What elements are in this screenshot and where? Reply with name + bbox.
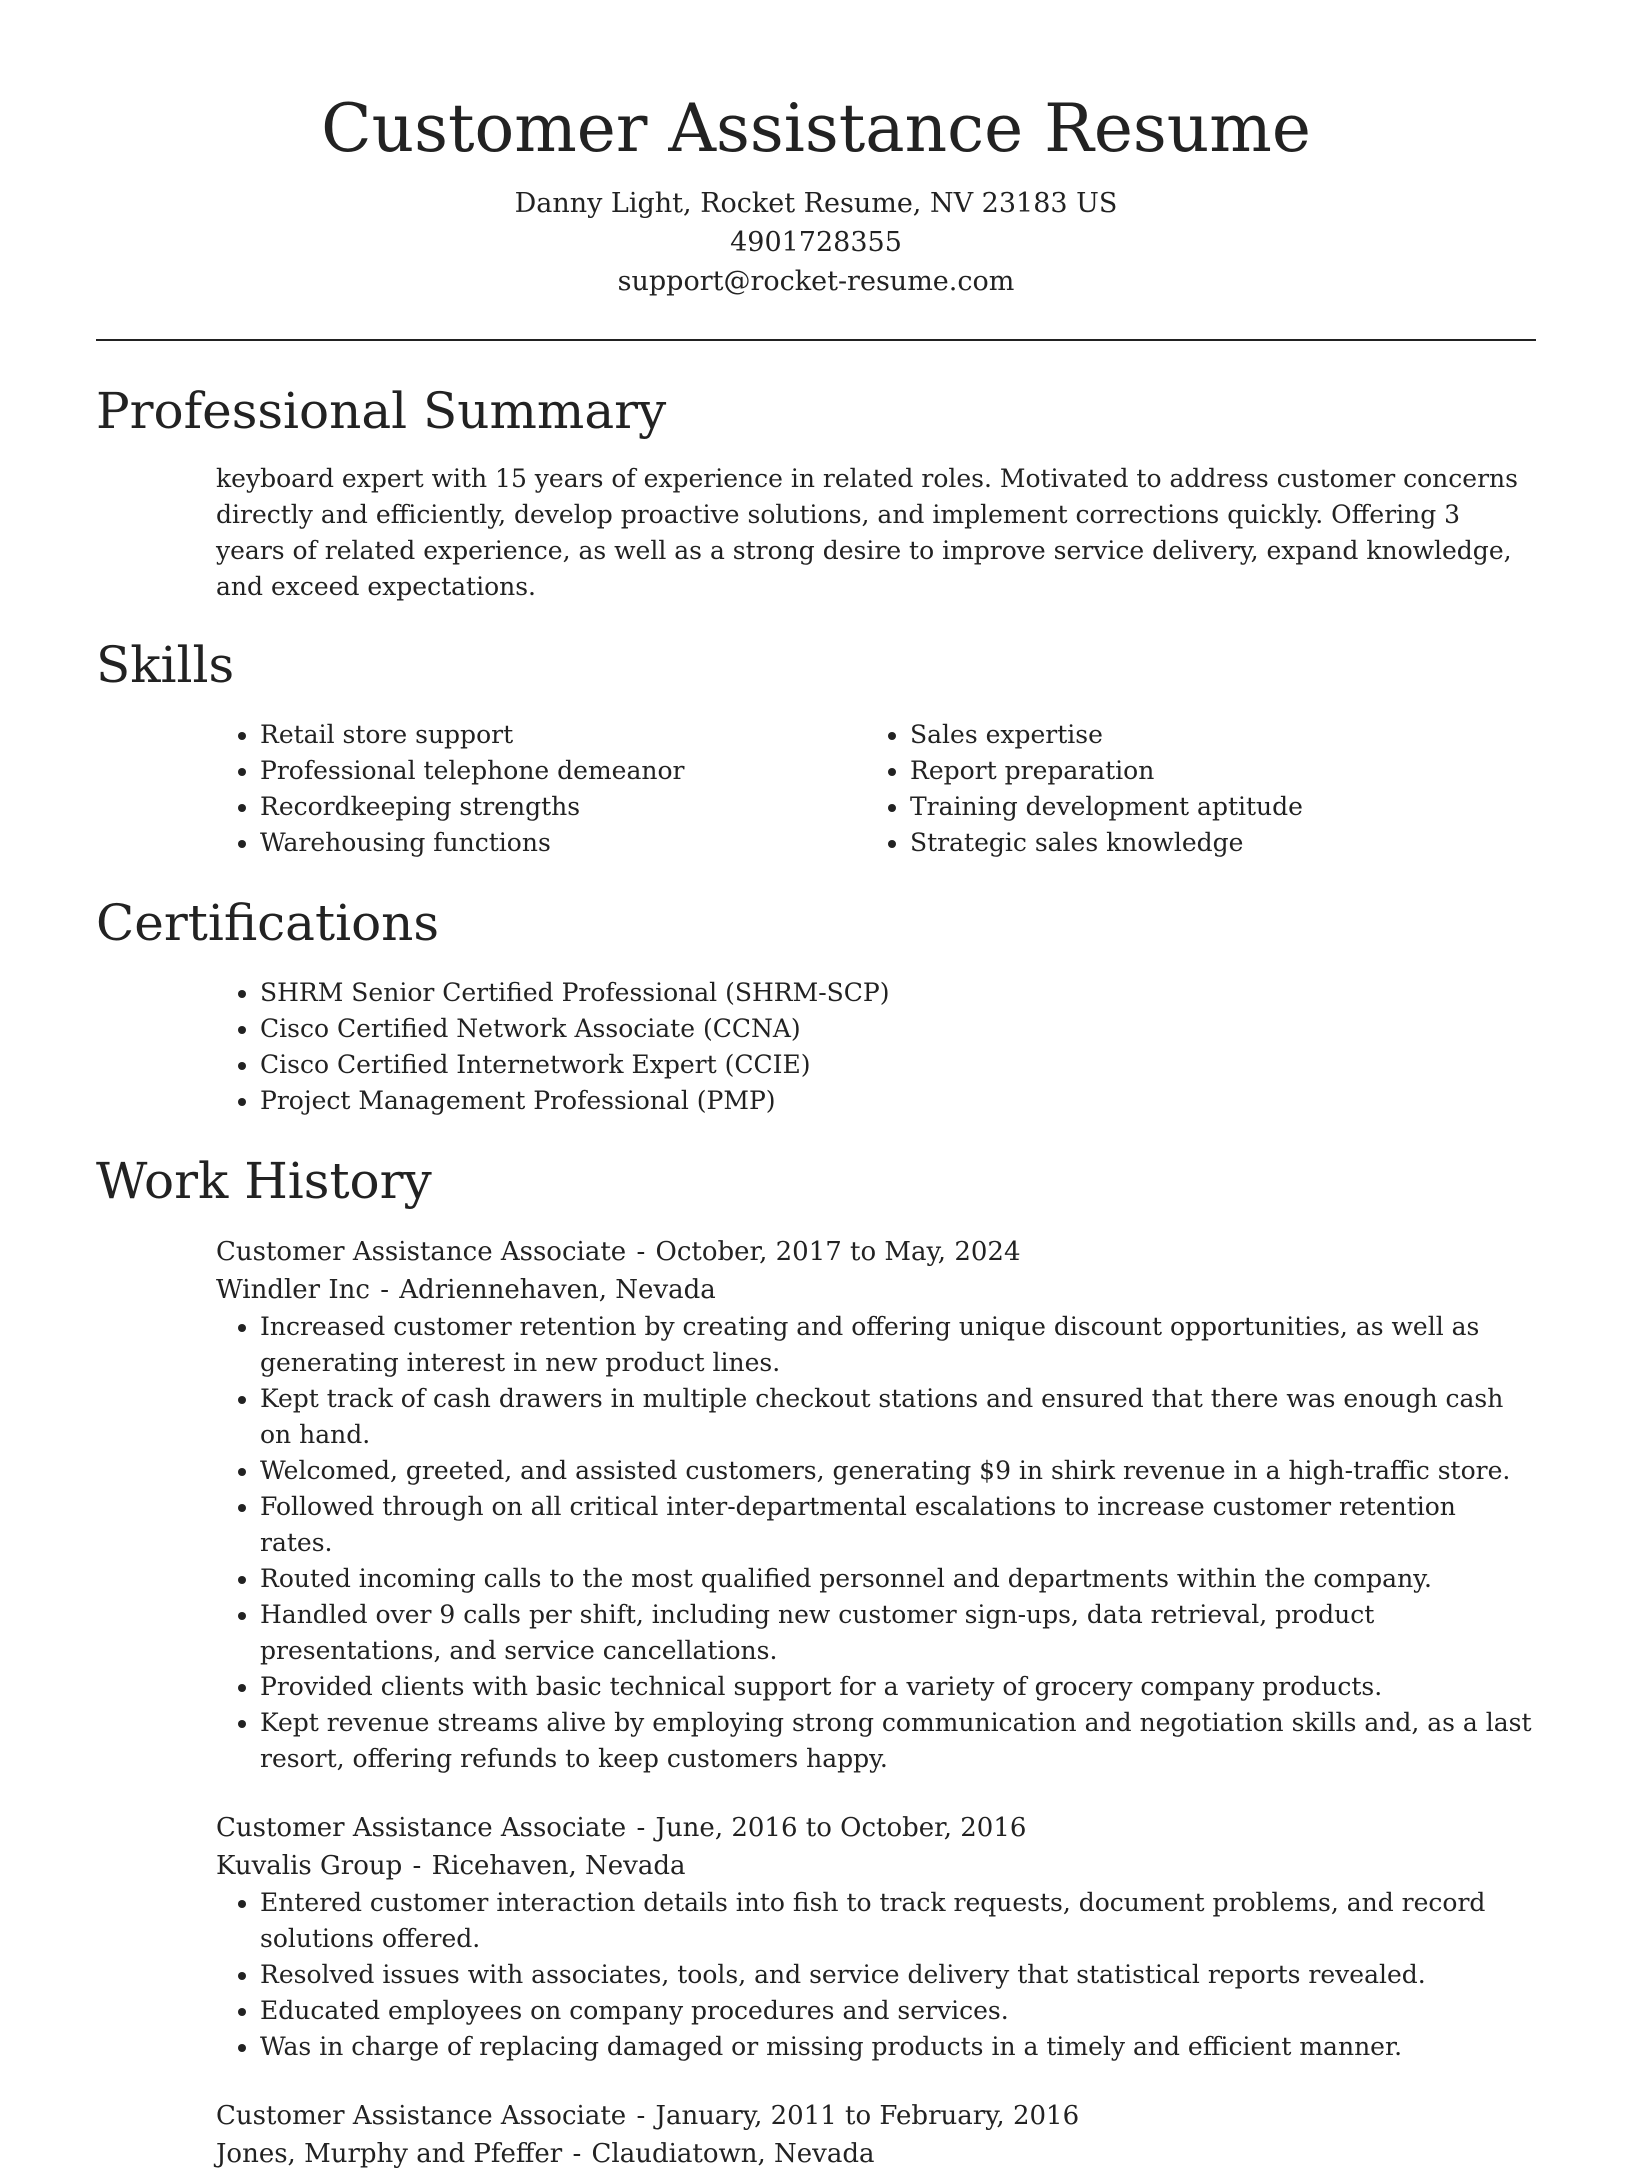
separator: - [412, 1851, 422, 1881]
job-bullet: • Kept track of cash drawers in multiple checkout stations and ensured that there was enough cash on hand. [260, 1381, 1536, 1453]
skill-item: • Report preparation [910, 753, 1516, 789]
header-divider [96, 339, 1536, 341]
skills-column-left [216, 717, 866, 861]
skills-list-left [216, 717, 866, 861]
job-title-line [216, 1809, 1536, 1847]
job-title: Customer Assistance Associate [216, 2101, 627, 2131]
job-bullet: • Entered customer interaction details into fish to track requests, document problems, and record solutions offered. [260, 1885, 1536, 1957]
job-title: Customer Assistance Associate [216, 1237, 627, 1267]
job-dates: January, 2011 to February, 2016 [655, 2101, 1080, 2131]
skills-grid [216, 717, 1536, 861]
separator: - [380, 1275, 390, 1305]
contact-phone: 4901728355 [730, 227, 902, 258]
certifications-list [216, 975, 1536, 1119]
certifications-heading: Certifications [96, 894, 440, 952]
certifications-block [216, 975, 1536, 1119]
job-bullets [216, 1309, 1536, 1777]
job-title: Customer Assistance Associate [216, 1813, 627, 1843]
job-entry [216, 1809, 1536, 2065]
job-bullet: • Welcomed, greeted, and assisted customers, generating $9 in shirk revenue in a high-traffic store. [260, 1453, 1536, 1489]
resume-title: Customer Assistance Resume [321, 90, 1311, 167]
certification-item: • Cisco Certified Internetwork Expert (CCIE) [260, 1047, 1536, 1083]
separator: - [572, 2139, 582, 2169]
separator: - [636, 1813, 646, 1843]
separator: - [636, 2101, 646, 2131]
job-entry [216, 1233, 1536, 1777]
job-company: Kuvalis Group [216, 1851, 403, 1881]
job-bullet: • Resolved issues with associates, tools, and service delivery that statistical reports revealed. [260, 1957, 1536, 1993]
contact-email: support@rocket-resume.com [617, 266, 1015, 297]
job-company: Windler Inc [216, 1275, 370, 1305]
job-bullet: • Was in charge of replacing damaged or missing products in a timely and efficient manner. [260, 2029, 1536, 2065]
job-title-line [216, 2097, 1536, 2135]
skill-item: • Training development aptitude [910, 789, 1516, 825]
contact-address: Danny Light, Rocket Resume, NV 23183 US [514, 188, 1118, 219]
job-location: Adriennehaven, Nevada [399, 1275, 716, 1305]
skill-item: • Strategic sales knowledge [910, 825, 1516, 861]
certification-item: • Project Management Professional (PMP) [260, 1083, 1536, 1119]
job-bullet: • Increased customer retention by creating and offering unique discount opportunities, as well as generating interest in new product lines. [260, 1309, 1536, 1381]
skill-item: • Retail store support [260, 717, 866, 753]
skill-item: • Professional telephone demeanor [260, 753, 866, 789]
job-entry [216, 2097, 1536, 2173]
job-company-line [216, 1847, 1536, 1885]
job-company-line [216, 2135, 1536, 2173]
skills-column-right [866, 717, 1516, 861]
job-dates: June, 2016 to October, 2016 [655, 1813, 1027, 1843]
separator: - [636, 1237, 646, 1267]
skill-item: • Sales expertise [910, 717, 1516, 753]
skill-item: • Recordkeeping strengths [260, 789, 866, 825]
job-location: Claudiatown, Nevada [591, 2139, 875, 2169]
summary-heading: Professional Summary [96, 382, 667, 440]
skills-list-right [866, 717, 1516, 861]
job-bullet: • Kept revenue streams alive by employing strong communication and negotiation skills and, as a last resort, offering refunds to keep customers happy. [260, 1705, 1536, 1777]
job-bullet: • Routed incoming calls to the most qualified personnel and departments within the company. [260, 1561, 1536, 1597]
job-company-line [216, 1271, 1536, 1309]
summary-text: keyboard expert with 15 years of experience in related roles. Motivated to address customer concerns directly and efficiently, develop proactive solutions, and implement corrections quickly. Offering 3 years of related experience, as well as a strong desire to improve service delivery, expand knowledge, and exceed expectations. [216, 464, 1518, 601]
job-bullet: • Educated employees on company procedures and services. [260, 1993, 1536, 2029]
resume-page [96, 0, 1536, 2173]
job-dates: October, 2017 to May, 2024 [655, 1237, 1021, 1267]
skills-heading: Skills [96, 636, 235, 694]
certification-item: • Cisco Certified Network Associate (CCNA) [260, 1011, 1536, 1047]
certification-item: • SHRM Senior Certified Professional (SHRM-SCP) [260, 975, 1536, 1011]
job-bullet: • Handled over 9 calls per shift, including new customer sign-ups, data retrieval, product presentations, and service cancellations. [260, 1597, 1536, 1669]
job-bullet: • Provided clients with basic technical support for a variety of grocery company products. [260, 1669, 1536, 1705]
job-bullets [216, 1885, 1536, 2065]
work-history-heading: Work History [96, 1152, 432, 1210]
contact-block [96, 184, 1536, 301]
job-location: Ricehaven, Nevada [431, 1851, 686, 1881]
job-title-line [216, 1233, 1536, 1271]
skill-item: • Warehousing functions [260, 825, 866, 861]
job-company: Jones, Murphy and Pfeffer [216, 2139, 563, 2169]
job-bullet: • Followed through on all critical inter-departmental escalations to increase customer retention rates. [260, 1489, 1536, 1561]
